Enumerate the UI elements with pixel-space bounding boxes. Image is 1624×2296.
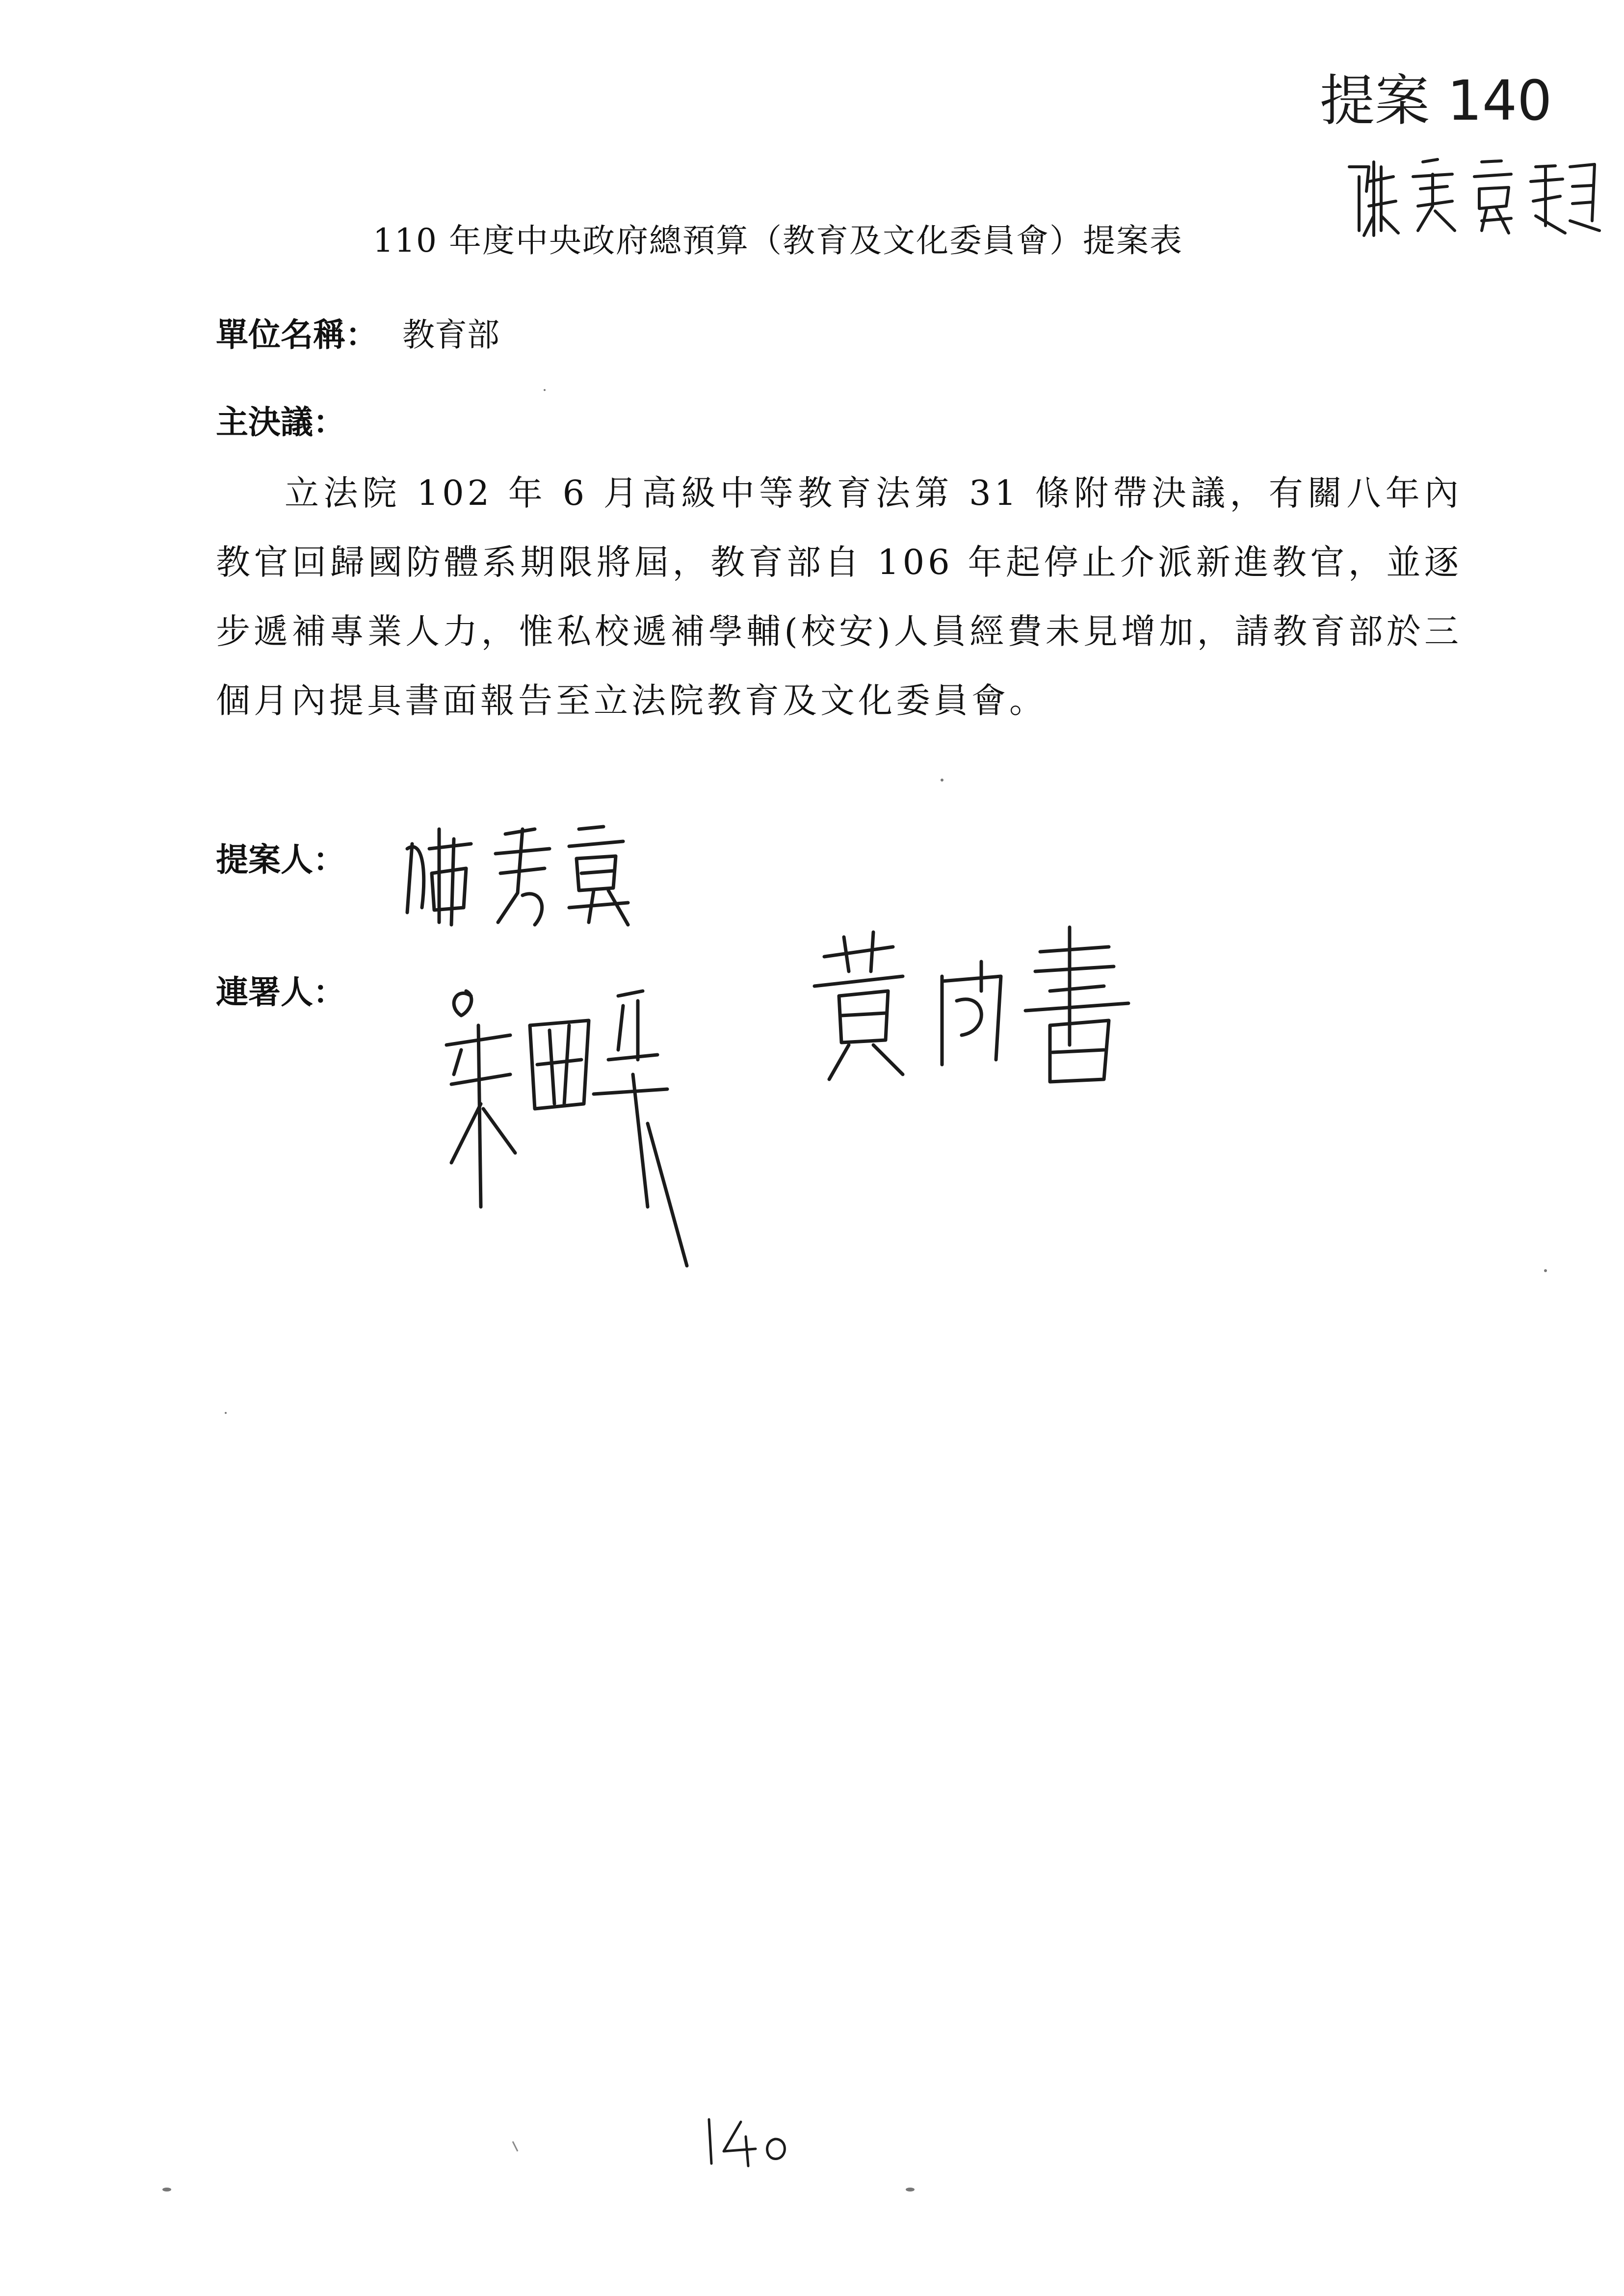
document-title: 110 年度中央政府總預算（教育及文化委員會）提案表 — [373, 222, 1183, 260]
proposal-number: 提案 140 — [1320, 69, 1552, 133]
unit-name-value: 教育部 — [402, 316, 499, 354]
proposer-label: 提案人： — [216, 841, 345, 879]
unit-name-label: 單位名稱： — [216, 316, 378, 354]
cosigner-label: 連署人： — [216, 973, 345, 1011]
main-resolution-text: 立法院 102 年 6 月高級中等教育法第 31 條附帶決議，有關八年內教官回歸國防體系期限將屆，教育部自 106 年起停止介派新進教官，並逐步遞補專業人力，惟私校遞補學輔(校安)人員經費未見增加，請教育部於三個月內提具書面報告至立法院教育及文化委員會。 — [216, 473, 1462, 721]
main-resolution-label: 主決議： — [216, 403, 345, 441]
